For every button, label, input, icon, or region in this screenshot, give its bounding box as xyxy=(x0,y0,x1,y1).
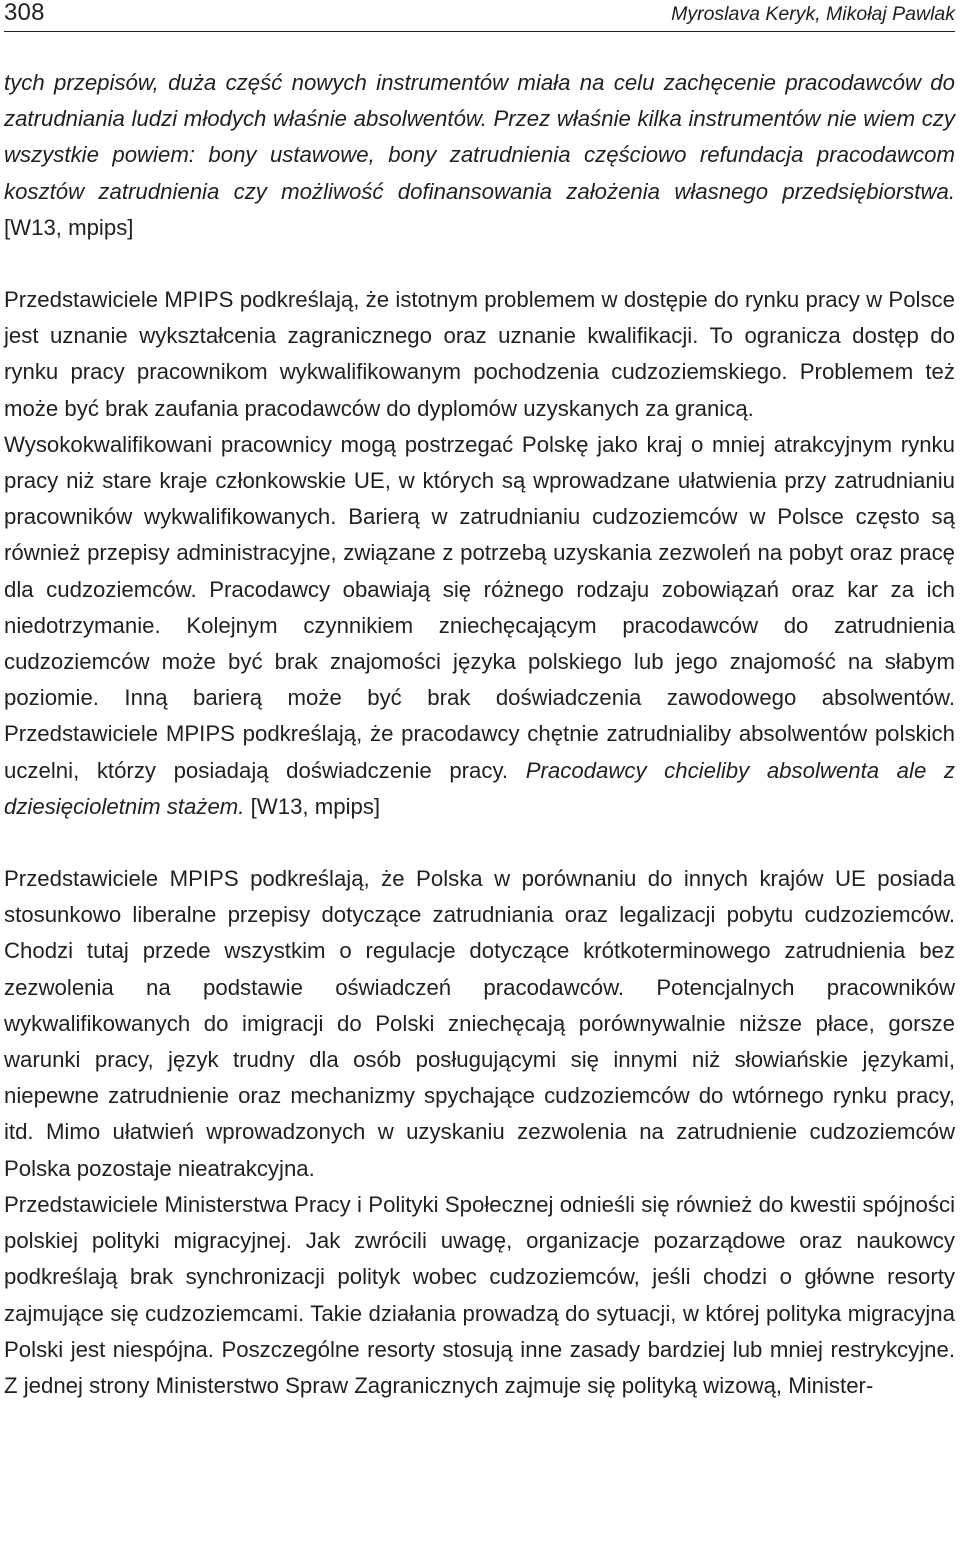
page-number: 308 xyxy=(4,0,45,26)
interview-quote: tych przepisów, duża część nowych instrumentów miała na celu zachęcenie pracodawców do zatrudniania ludzi młodych właśnie absolwentów. Przez właśnie kilka instrumentów nie wiem czy wszystkie powiem: bony ustawowe, bony zatrudnienia częściowo refundacja pracodawcom kosztów zatrudnienia czy możliwość dofinansowania założenia własnego przedsiębiorstwa. xyxy=(4,70,955,204)
quote-source: [W13, mpips] xyxy=(4,214,134,240)
page-header xyxy=(4,0,955,32)
document-page xyxy=(4,0,955,1404)
paragraph-text: Wysokokwalifikowani pracownicy mogą postrzegać Polskę jako kraj o mniej atrakcyjnym rynku pracy niż stare kraje członkowskie UE, w których są wprowadzane ułatwienia przy zatrudnianiu pracowników wykwalifikowanych. Barierą w zatrudnianiu cudzoziemców w Polsce często są również przepisy administracyjne, związane z potrzebą uzyskania zezwoleń na pobyt oraz pracę dla cudzoziemców. Pracodawcy obawiają się różnego rodzaju zobowiązań oraz kar za ich niedotrzymanie. Kolejnym czynnikiem zniechęcającym pracodawców do zatrudnienia cudzoziemców może być brak znajomości języka polskiego lub jego znajomość na słabym poziomie. Inną barierą może być brak doświadczenia zawodowego absolwentów. Przedstawiciele MPIPS podkreślają, że pracodawcy chętnie zatrudnialiby absolwentów polskich uczelni, którzy posiadają doświadczenie pracy. xyxy=(4,431,955,783)
paragraph: Przedstawiciele Ministerstwa Pracy i Polityki Społecznej odnieśli się również do kwestii spójności polskiej polityki migracyjnej. Jak zwrócili uwagę, organizacje pozarządowe oraz naukowcy podkreślają brak synchronizacji polityk wobec cudzoziemców, jeśli chodzi o główne resorty zajmujące się cudzoziemcami. Takie działania prowadzą do sytuacji, w której polityka migracyjna Polski jest niespójna. Poszczególne resorty stosują inne zasady bardziej lub mniej restrykcyjne. Z jednej strony Ministerstwo Spraw Zagranicznych zajmuje się polityką wizową, Minister- xyxy=(4,1191,955,1398)
paragraph-quote-1 xyxy=(4,65,955,246)
running-head-authors: Myroslava Keryk, Mikołaj Pawlak xyxy=(671,3,955,25)
interview-quote: Pracodawcy chcieliby absolwenta ale z dziesięcioletnim stażem. xyxy=(4,757,955,819)
quote-source: [W13, mpips] xyxy=(244,793,381,819)
paragraph-with-quote xyxy=(4,427,955,825)
paragraph: Przedstawiciele MPIPS podkreślają, że Polska w porównaniu do innych krajów UE posiada stosunkowo liberalne przepisy dotyczące zatrudniania oraz legalizacji pobytu cudzoziemców. Chodzi tutaj przede wszystkim o regulacje dotyczące krótkoterminowego zatrudnienia bez zezwolenia na podstawie oświadczeń pracodawców. Potencjalnych pracowników wykwalifikowanych do imigracji do Polski zniechęcają porównywalnie niższe płace, gorsze warunki pracy, język trudny dla osób posługującymi się innymi niż słowiańskie językami, niepewne zatrudnienie oraz mechanizmy spychające cudzoziemców do wtórnego rynku pracy, itd. Mimo ułatwień wprowadzonych w uzyskaniu zezwolenia na zatrudnienie cudzoziemców Polska pozostaje nieatrakcyjna. xyxy=(4,866,955,1181)
body-text xyxy=(4,65,955,1404)
paragraph: Przedstawiciele MPIPS podkreślają, że istotnym problemem w dostępie do rynku pracy w Polsce jest uznanie wykształcenia zagranicznego oraz uznanie kwalifikacji. To ogranicza dostęp do rynku pracy pracownikom wykwalifikowanym pochodzenia cudzoziemskiego. Problemem też może być brak zaufania pracodawców do dyplomów uzyskanych za granicą. xyxy=(4,287,955,421)
